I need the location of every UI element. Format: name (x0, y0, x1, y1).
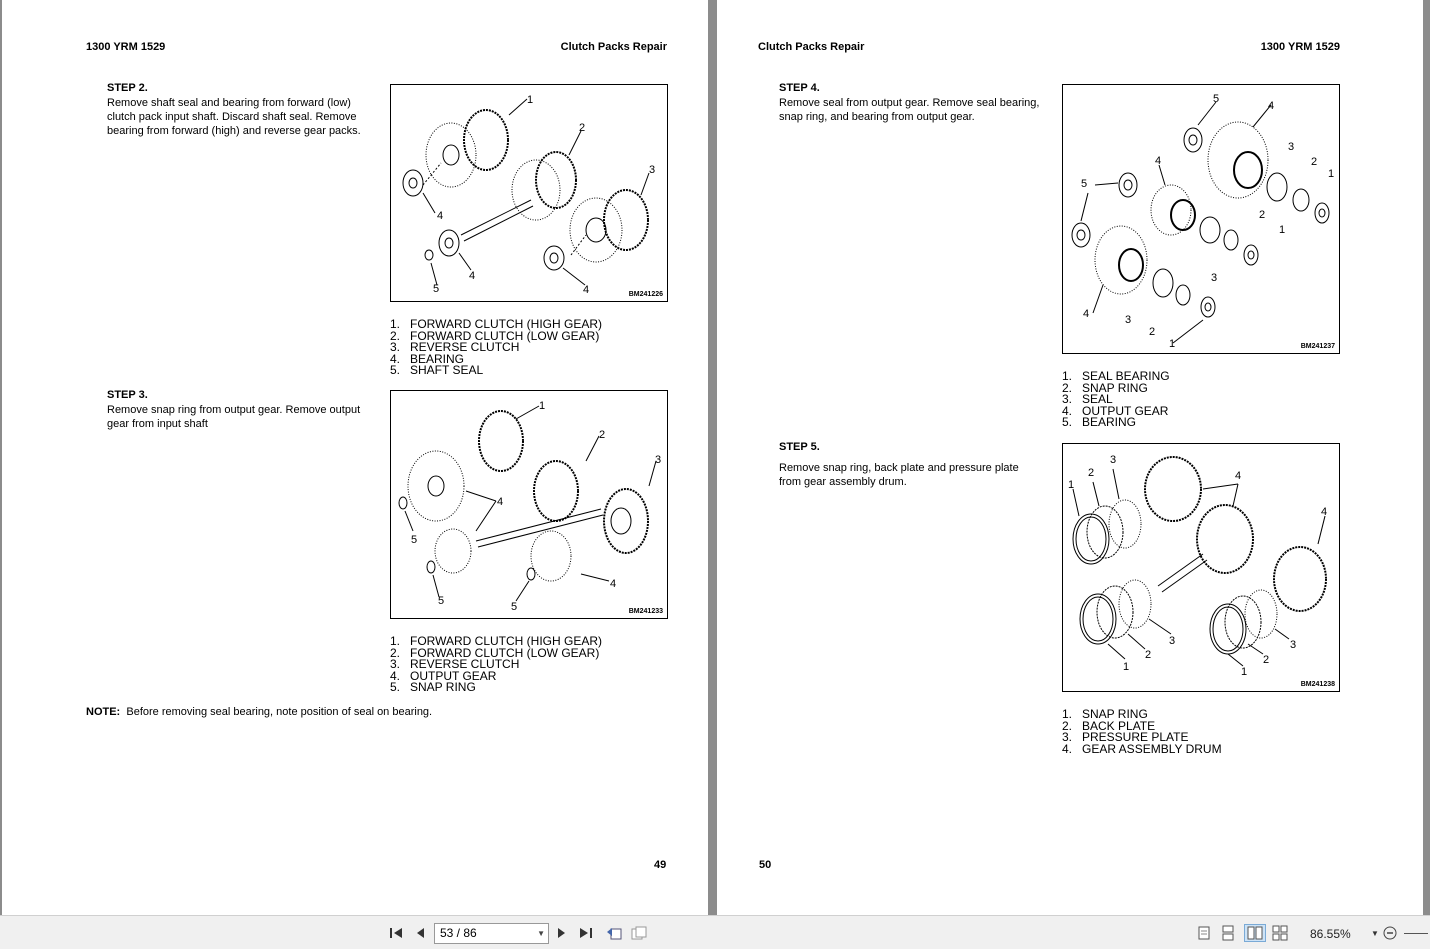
callout-label: 1 (1068, 479, 1075, 491)
callout-label: 5 (511, 601, 518, 613)
callout-label: 1 (1279, 224, 1286, 236)
callout-label: 4 (1235, 470, 1242, 482)
callout-label: 1 (1328, 168, 1335, 180)
legend-item: 2. SNAP RING (1062, 380, 1148, 395)
legend-item: 4. GEAR ASSEMBLY DRUM (1062, 741, 1222, 756)
facing-icon[interactable] (1244, 924, 1266, 942)
step-5-text: Remove snap ring, back plate and pressure plate from gear assembly drum. (779, 462, 1019, 488)
step-3-title: STEP 3. (107, 389, 148, 401)
figure-id: BM241238 (1300, 681, 1335, 688)
callout-label: 4 (610, 578, 617, 590)
callout-label: 2 (579, 122, 586, 134)
callout-label: 2 (1088, 467, 1095, 479)
note-text: Before removing seal bearing, note position of seal on bearing. (126, 706, 433, 718)
step-4-title: STEP 4. (779, 82, 820, 94)
callout-label: 2 (1149, 326, 1156, 338)
callout-label: 4 (1268, 100, 1275, 112)
figure-id: BM241237 (1300, 343, 1335, 350)
callout-label: 5 (1213, 93, 1220, 105)
note-label: NOTE: (86, 706, 121, 718)
figure-bm241226 (390, 84, 668, 302)
legend-item: 1. FORWARD CLUTCH (HIGH GEAR) (390, 317, 602, 331)
callout-label: 1 (1169, 338, 1176, 350)
legend-item: 5. SHAFT SEAL (390, 363, 484, 377)
page-header-right: Clutch Packs Repair (560, 41, 667, 53)
legend-item: 2. BACK PLATE (1062, 718, 1156, 733)
callout-label: 2 (1311, 156, 1318, 168)
step-3-text: Remove snap ring from output gear. Remove output gear from input shaft (107, 404, 361, 430)
callout-label: 2 (1145, 649, 1152, 661)
zoom-out-icon[interactable] (1381, 924, 1399, 942)
legend-item: 2. FORWARD CLUTCH (LOW GEAR) (390, 645, 600, 660)
step-5-title: STEP 5. (779, 441, 820, 453)
next-page-icon[interactable] (553, 924, 571, 942)
legend-item: 4. BEARING (390, 351, 465, 366)
legend-item: 5. SNAP RING (390, 680, 476, 694)
page-header-right: 1300 YRM 1529 (1260, 41, 1340, 53)
document-page-50 (717, 0, 1423, 915)
continuous-facing-icon[interactable] (1271, 924, 1289, 942)
callout-label: 1 (1241, 666, 1248, 678)
page-field-value: 53 / 86 (440, 926, 477, 940)
callout-label: 3 (1211, 272, 1218, 284)
page-number: 49 (654, 859, 667, 871)
callout-label: 5 (411, 534, 418, 546)
callout-label: 4 (1321, 506, 1328, 518)
prev-page-icon[interactable] (411, 924, 429, 942)
legend-item: 4. OUTPUT GEAR (390, 668, 497, 683)
callout-label: 5 (433, 283, 440, 295)
note (86, 706, 432, 718)
document-page-49 (2, 0, 708, 915)
callout-label: 4 (1083, 308, 1090, 320)
dropdown-arrow-icon[interactable]: ▼ (537, 929, 545, 938)
continuous-icon[interactable] (1219, 924, 1237, 942)
figure-legend (1062, 709, 1222, 755)
page-header-left: 1300 YRM 1529 (86, 41, 166, 53)
legend-item: 4. OUTPUT GEAR (1062, 403, 1169, 418)
zoom-dropdown-icon[interactable]: ▼ (1371, 928, 1379, 938)
callout-label: 2 (1259, 209, 1266, 221)
callout-label: 5 (1081, 178, 1088, 190)
callout-label: 3 (1169, 635, 1176, 647)
page-number: 50 (759, 859, 772, 871)
callout-label: 4 (583, 284, 590, 296)
callout-label: 1 (1123, 661, 1130, 673)
output-gear-exploded-illustration (1063, 85, 1340, 354)
callout-label: 4 (1155, 155, 1162, 167)
callout-label: 4 (437, 210, 444, 222)
figure-id: BM241226 (628, 291, 663, 298)
legend-item: 2. FORWARD CLUTCH (LOW GEAR) (390, 328, 600, 343)
legend-item: 3. SEAL (1062, 392, 1113, 406)
figure-id: BM241233 (628, 608, 663, 615)
step-2-text: Remove shaft seal and bearing from forward (low) clutch pack input shaft. Discard shaft seal. Remove bearing from forward (high) and reverse gear packs. (107, 97, 361, 137)
single-page-icon[interactable] (1195, 924, 1213, 942)
callout-label: 3 (1288, 141, 1295, 153)
step-2-title: STEP 2. (107, 82, 148, 94)
step-4-text: Remove seal from output gear. Remove seal bearing, snap ring, and bearing from output gear. (779, 97, 1040, 123)
callout-label: 3 (1290, 639, 1297, 651)
legend-item: 3. PRESSURE PLATE (1062, 730, 1189, 744)
callout-label: 2 (1263, 654, 1270, 666)
last-page-icon[interactable] (577, 924, 595, 942)
callout-label: 2 (599, 429, 606, 441)
callout-label: 3 (1125, 314, 1132, 326)
callout-label: 4 (469, 270, 476, 282)
legend-item: 3. REVERSE CLUTCH (390, 340, 520, 354)
callout-label: 1 (527, 94, 534, 106)
figure-bm241238 (1062, 443, 1340, 692)
zoom-level[interactable]: 86.55% (1310, 927, 1351, 941)
figure-legend (390, 636, 602, 694)
next-view-icon[interactable] (630, 924, 648, 942)
callout-label: 3 (1110, 454, 1117, 466)
legend-item: 5. BEARING (1062, 415, 1137, 429)
figure-legend (390, 319, 602, 377)
clutch-packs-illustration (391, 85, 668, 302)
legend-item: 3. REVERSE CLUTCH (390, 657, 520, 671)
legend-item: 1. SEAL BEARING (1062, 369, 1170, 383)
figure-bm241233 (390, 390, 668, 619)
output-gear-illustration (391, 391, 668, 619)
navigation-toolbar (0, 915, 1430, 949)
legend-item: 1. FORWARD CLUTCH (HIGH GEAR) (390, 634, 602, 648)
callout-label: 3 (649, 164, 656, 176)
first-page-icon[interactable] (387, 924, 405, 942)
page-number-field[interactable] (434, 923, 549, 944)
callout-label: 5 (438, 595, 445, 607)
callout-label: 1 (539, 400, 546, 412)
page-header-left: Clutch Packs Repair (758, 41, 865, 53)
figure-bm241237 (1062, 84, 1340, 354)
callout-label: 4 (497, 496, 504, 508)
gear-drum-illustration (1063, 444, 1340, 692)
figure-legend (1062, 371, 1170, 429)
legend-item: 1. SNAP RING (1062, 707, 1148, 721)
zoom-slider[interactable] (1404, 933, 1428, 934)
callout-label: 3 (655, 454, 662, 466)
previous-view-icon[interactable] (605, 924, 623, 942)
